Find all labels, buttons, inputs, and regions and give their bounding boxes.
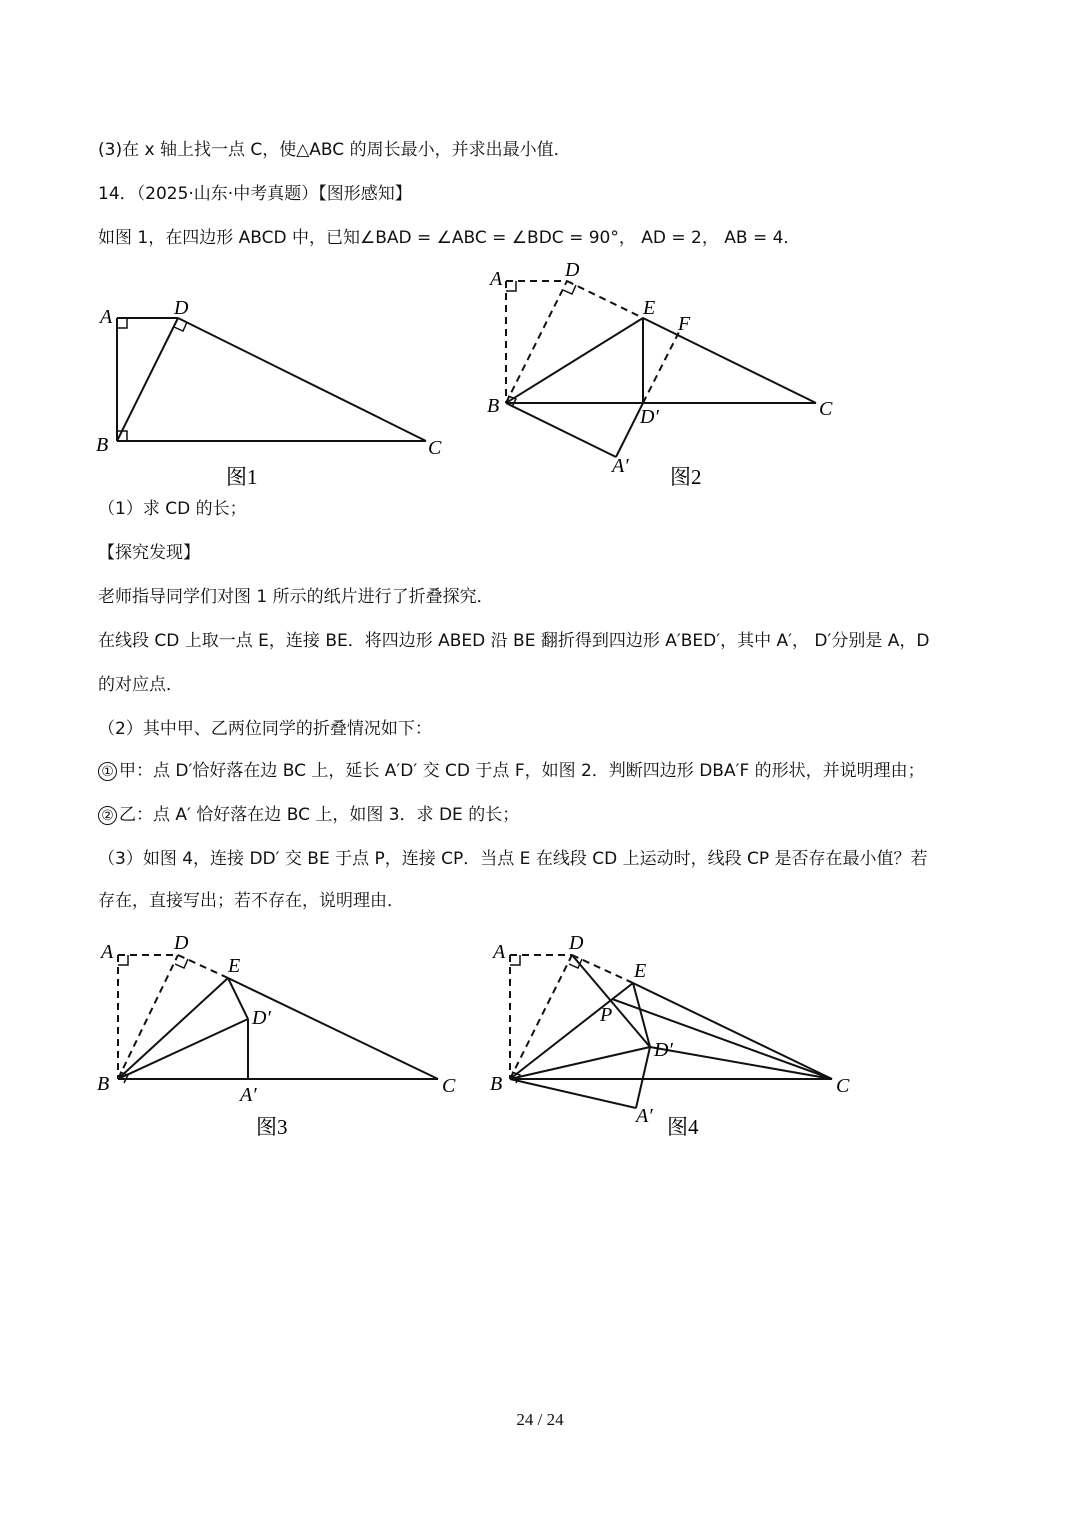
fig1-caption: 图1 (226, 465, 258, 489)
fig1-label-C: C (428, 437, 442, 459)
fold-description-continued: 的对应点． (98, 675, 183, 695)
fig2-label-A-prime: A′ (612, 455, 629, 477)
fig2-label-F: F (678, 313, 691, 335)
fig2-label-D: D (565, 259, 580, 281)
fig2-label-C: C (819, 398, 833, 420)
fig1-label-D: D (174, 297, 189, 319)
fig4-label-D-prime: D′ (654, 1039, 673, 1061)
fig4-label-P: P (600, 1004, 613, 1026)
fig3-label-B: B (97, 1073, 110, 1095)
fig4-label-A: A (493, 941, 506, 963)
figure-3 (118, 955, 438, 1083)
fig3-label-C: C (442, 1075, 456, 1097)
fig4-label-A-prime: A′ (636, 1105, 653, 1127)
part-2-a-text: 甲：点 D′恰好落在边 BC 上，延长 A′D′ 交 CD 于点 F，如图 2．判断四边形 DBA′F 的形状，并说明理由； (119, 761, 925, 781)
question-14-given: 如图 1，在四边形 ABCD 中，已知∠BAD = ∠ABC = ∠BDC = 90°， AD = 2， AB = 4． (98, 228, 801, 248)
figure-4 (510, 955, 832, 1108)
fig2-label-B: B (487, 395, 500, 417)
fig4-label-D: D (569, 932, 584, 954)
fig1-label-B: B (96, 434, 109, 456)
circled-number-2: ② (98, 806, 117, 825)
fig3-label-E: E (228, 955, 241, 977)
fig3-caption: 图3 (256, 1115, 288, 1139)
fig4-label-B: B (490, 1073, 503, 1095)
explore-intro: 老师指导同学们对图 1 所示的纸片进行了折叠探究． (98, 587, 494, 607)
fig2-label-A: A (490, 268, 503, 290)
explore-heading: 【探究发现】 (98, 543, 200, 563)
part-2-b-text: 乙：点 A′ 恰好落在边 BC 上，如图 3．求 DE 的长； (119, 805, 520, 825)
fig4-label-C: C (836, 1075, 850, 1097)
circled-number-1: ① (98, 762, 117, 781)
fig4-caption: 图4 (667, 1115, 699, 1139)
previous-question-part3: (3)在 x 轴上找一点 C，使△ABC 的周长最小，并求出最小值． (98, 140, 571, 160)
part-3: （3）如图 4，连接 DD′ 交 BE 于点 P，连接 CP．当点 E 在线段 CD 上运动时，线段 CP 是否存在最小值？若 (98, 849, 928, 869)
part-2: （2）其中甲、乙两位同学的折叠情况如下： (98, 719, 432, 739)
fig2-label-D-prime: D′ (640, 406, 659, 428)
fig3-label-A: A (101, 941, 114, 963)
fig3-label-A-prime: A′ (240, 1084, 257, 1106)
figure-2 (506, 281, 816, 457)
figure-1 (117, 318, 426, 441)
fig3-label-D: D (174, 932, 189, 954)
fig2-label-E: E (643, 297, 656, 319)
fig3-label-D-prime: D′ (252, 1007, 271, 1029)
question-14-heading: 14．（2025·山东·中考真题）【图形感知】 (98, 184, 412, 204)
fig1-label-A: A (100, 306, 113, 328)
page-number: 24 / 24 (516, 1410, 564, 1429)
part-1: （1）求 CD 的长； (98, 499, 247, 519)
fig2-caption: 图2 (670, 465, 702, 489)
part-3-continued: 存在，直接写出；若不存在，说明理由． (98, 891, 404, 911)
fig4-label-E: E (634, 960, 647, 982)
fold-description: 在线段 CD 上取一点 E，连接 BE．将四边形 ABED 沿 BE 翻折得到四边形 A′BED′，其中 A′， D′分别是 A，D (98, 631, 930, 651)
